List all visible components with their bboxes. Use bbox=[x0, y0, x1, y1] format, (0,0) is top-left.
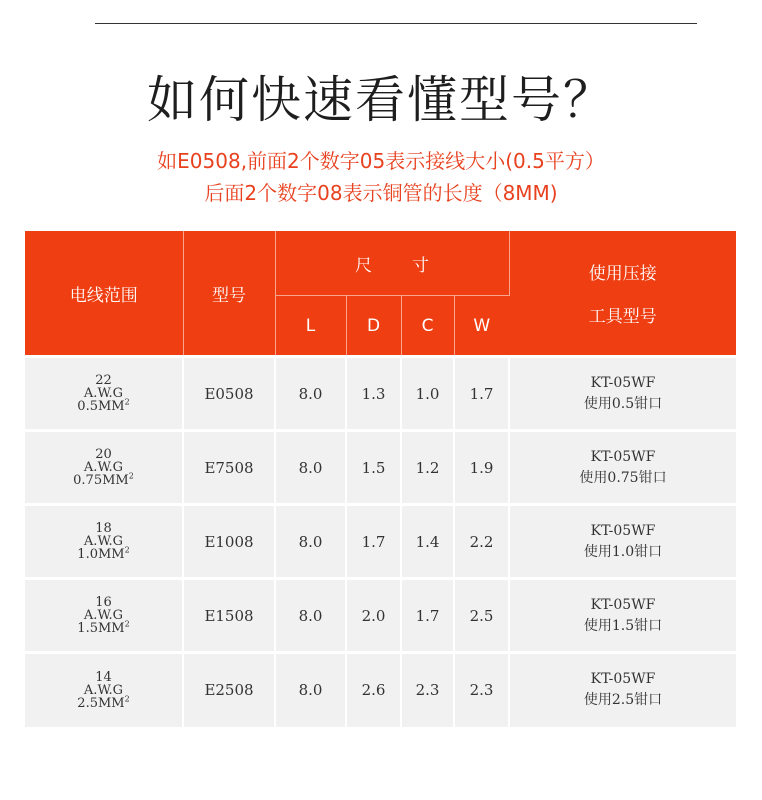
wire-mm-exp: 2 bbox=[124, 619, 130, 629]
wire-mm: 2.5MM bbox=[77, 695, 125, 711]
dim-W-cell: 1.9 bbox=[454, 431, 509, 505]
wire-mm-exp: 2 bbox=[124, 694, 130, 704]
model-cell: E7508 bbox=[183, 431, 275, 505]
header-C: C bbox=[401, 296, 454, 357]
tool-jaw: 使用0.5钳口 bbox=[583, 395, 663, 412]
dim-C-cell: 1.7 bbox=[401, 579, 454, 653]
wire-mm: 1.0MM bbox=[77, 547, 125, 562]
tool-model: KT-05WF bbox=[590, 596, 656, 613]
tool-jaw: 使用1.5钳口 bbox=[583, 617, 663, 634]
wire-mm-exp: 2 bbox=[124, 545, 130, 555]
wire-awg: A.W.G bbox=[83, 682, 124, 698]
tool-model: KT-05WF bbox=[590, 671, 656, 688]
dim-L-cell: 8.0 bbox=[275, 505, 346, 579]
dim-W-cell: 2.5 bbox=[454, 579, 509, 653]
table-row bbox=[25, 579, 736, 653]
model-cell: E0508 bbox=[183, 357, 275, 431]
wire-gauge: 14 bbox=[95, 669, 112, 685]
model-cell: E2508 bbox=[183, 653, 275, 727]
tool-model: KT-05WF bbox=[590, 448, 656, 465]
wire-mm: 0.75MM bbox=[73, 473, 129, 488]
header-wire-range: 电线范围 bbox=[25, 231, 183, 357]
model-cell: E1508 bbox=[183, 579, 275, 653]
top-divider bbox=[95, 23, 697, 24]
spec-table bbox=[25, 231, 736, 727]
table-row bbox=[25, 505, 736, 579]
wire-awg: A.W.G bbox=[83, 608, 124, 623]
header-crimp-tool-line1: 使用压接 bbox=[588, 264, 657, 284]
table-row bbox=[25, 653, 736, 727]
wire-awg: A.W.G bbox=[83, 460, 124, 475]
wire-range-cell bbox=[25, 579, 183, 653]
header-dimensions: 尺寸 bbox=[275, 231, 509, 296]
header-model: 型号 bbox=[183, 231, 275, 357]
tool-cell bbox=[509, 505, 736, 579]
page-title: 如何快速看懂型号？ bbox=[147, 71, 615, 129]
wire-range-cell bbox=[25, 357, 183, 431]
dim-L-cell: 8.0 bbox=[275, 579, 346, 653]
wire-mm-exp: 2 bbox=[124, 397, 130, 407]
tool-jaw: 使用1.0钳口 bbox=[583, 543, 663, 560]
dim-D-cell: 1.3 bbox=[346, 357, 401, 431]
tool-cell bbox=[509, 579, 736, 653]
tool-model: KT-05WF bbox=[590, 522, 656, 539]
header-D: D bbox=[346, 296, 401, 357]
wire-gauge: 18 bbox=[95, 521, 112, 536]
dim-D-cell: 2.6 bbox=[346, 653, 401, 727]
dim-C-cell: 1.0 bbox=[401, 357, 454, 431]
wire-gauge: 22 bbox=[95, 373, 112, 388]
tool-jaw: 使用2.5钳口 bbox=[583, 692, 663, 709]
wire-mm-exp: 2 bbox=[128, 471, 134, 481]
tool-cell bbox=[509, 653, 736, 727]
tool-cell bbox=[509, 431, 736, 505]
header-L: L bbox=[275, 296, 346, 357]
dim-C-cell: 1.2 bbox=[401, 431, 454, 505]
dim-L-cell: 8.0 bbox=[275, 653, 346, 727]
dim-D-cell: 1.7 bbox=[346, 505, 401, 579]
wire-gauge: 20 bbox=[95, 447, 112, 462]
dim-D-cell: 2.0 bbox=[346, 579, 401, 653]
header-crimp-tool-line2: 工具型号 bbox=[588, 307, 657, 327]
header-crimp-tool bbox=[509, 231, 736, 357]
wire-mm: 0.5MM bbox=[77, 399, 125, 414]
dim-L-cell: 8.0 bbox=[275, 357, 346, 431]
wire-range-cell bbox=[25, 505, 183, 579]
table-row bbox=[25, 431, 736, 505]
dim-C-cell: 1.4 bbox=[401, 505, 454, 579]
dim-L-cell: 8.0 bbox=[275, 431, 346, 505]
dim-W-cell: 2.3 bbox=[454, 653, 509, 727]
table-row bbox=[25, 357, 736, 431]
tool-cell bbox=[509, 357, 736, 431]
dim-C-cell: 2.3 bbox=[401, 653, 454, 727]
wire-range-cell bbox=[25, 431, 183, 505]
dim-D-cell: 1.5 bbox=[346, 431, 401, 505]
wire-awg: A.W.G bbox=[83, 386, 124, 401]
subtitle-line-2: 后面2个数字08表示铜管的长度（8MM) bbox=[204, 181, 558, 205]
wire-range-cell bbox=[25, 653, 183, 727]
header-W: W bbox=[454, 296, 509, 357]
dim-W-cell: 2.2 bbox=[454, 505, 509, 579]
dim-W-cell: 1.7 bbox=[454, 357, 509, 431]
wire-awg: A.W.G bbox=[83, 534, 124, 549]
wire-gauge: 16 bbox=[95, 595, 112, 610]
tool-model: KT-05WF bbox=[590, 374, 656, 391]
wire-mm: 1.5MM bbox=[77, 621, 125, 636]
model-cell: E1008 bbox=[183, 505, 275, 579]
subtitle-line-1: 如E0508,前面2个数字05表示接线大小(0.5平方） bbox=[157, 149, 605, 173]
tool-jaw: 使用0.75钳口 bbox=[579, 469, 667, 486]
